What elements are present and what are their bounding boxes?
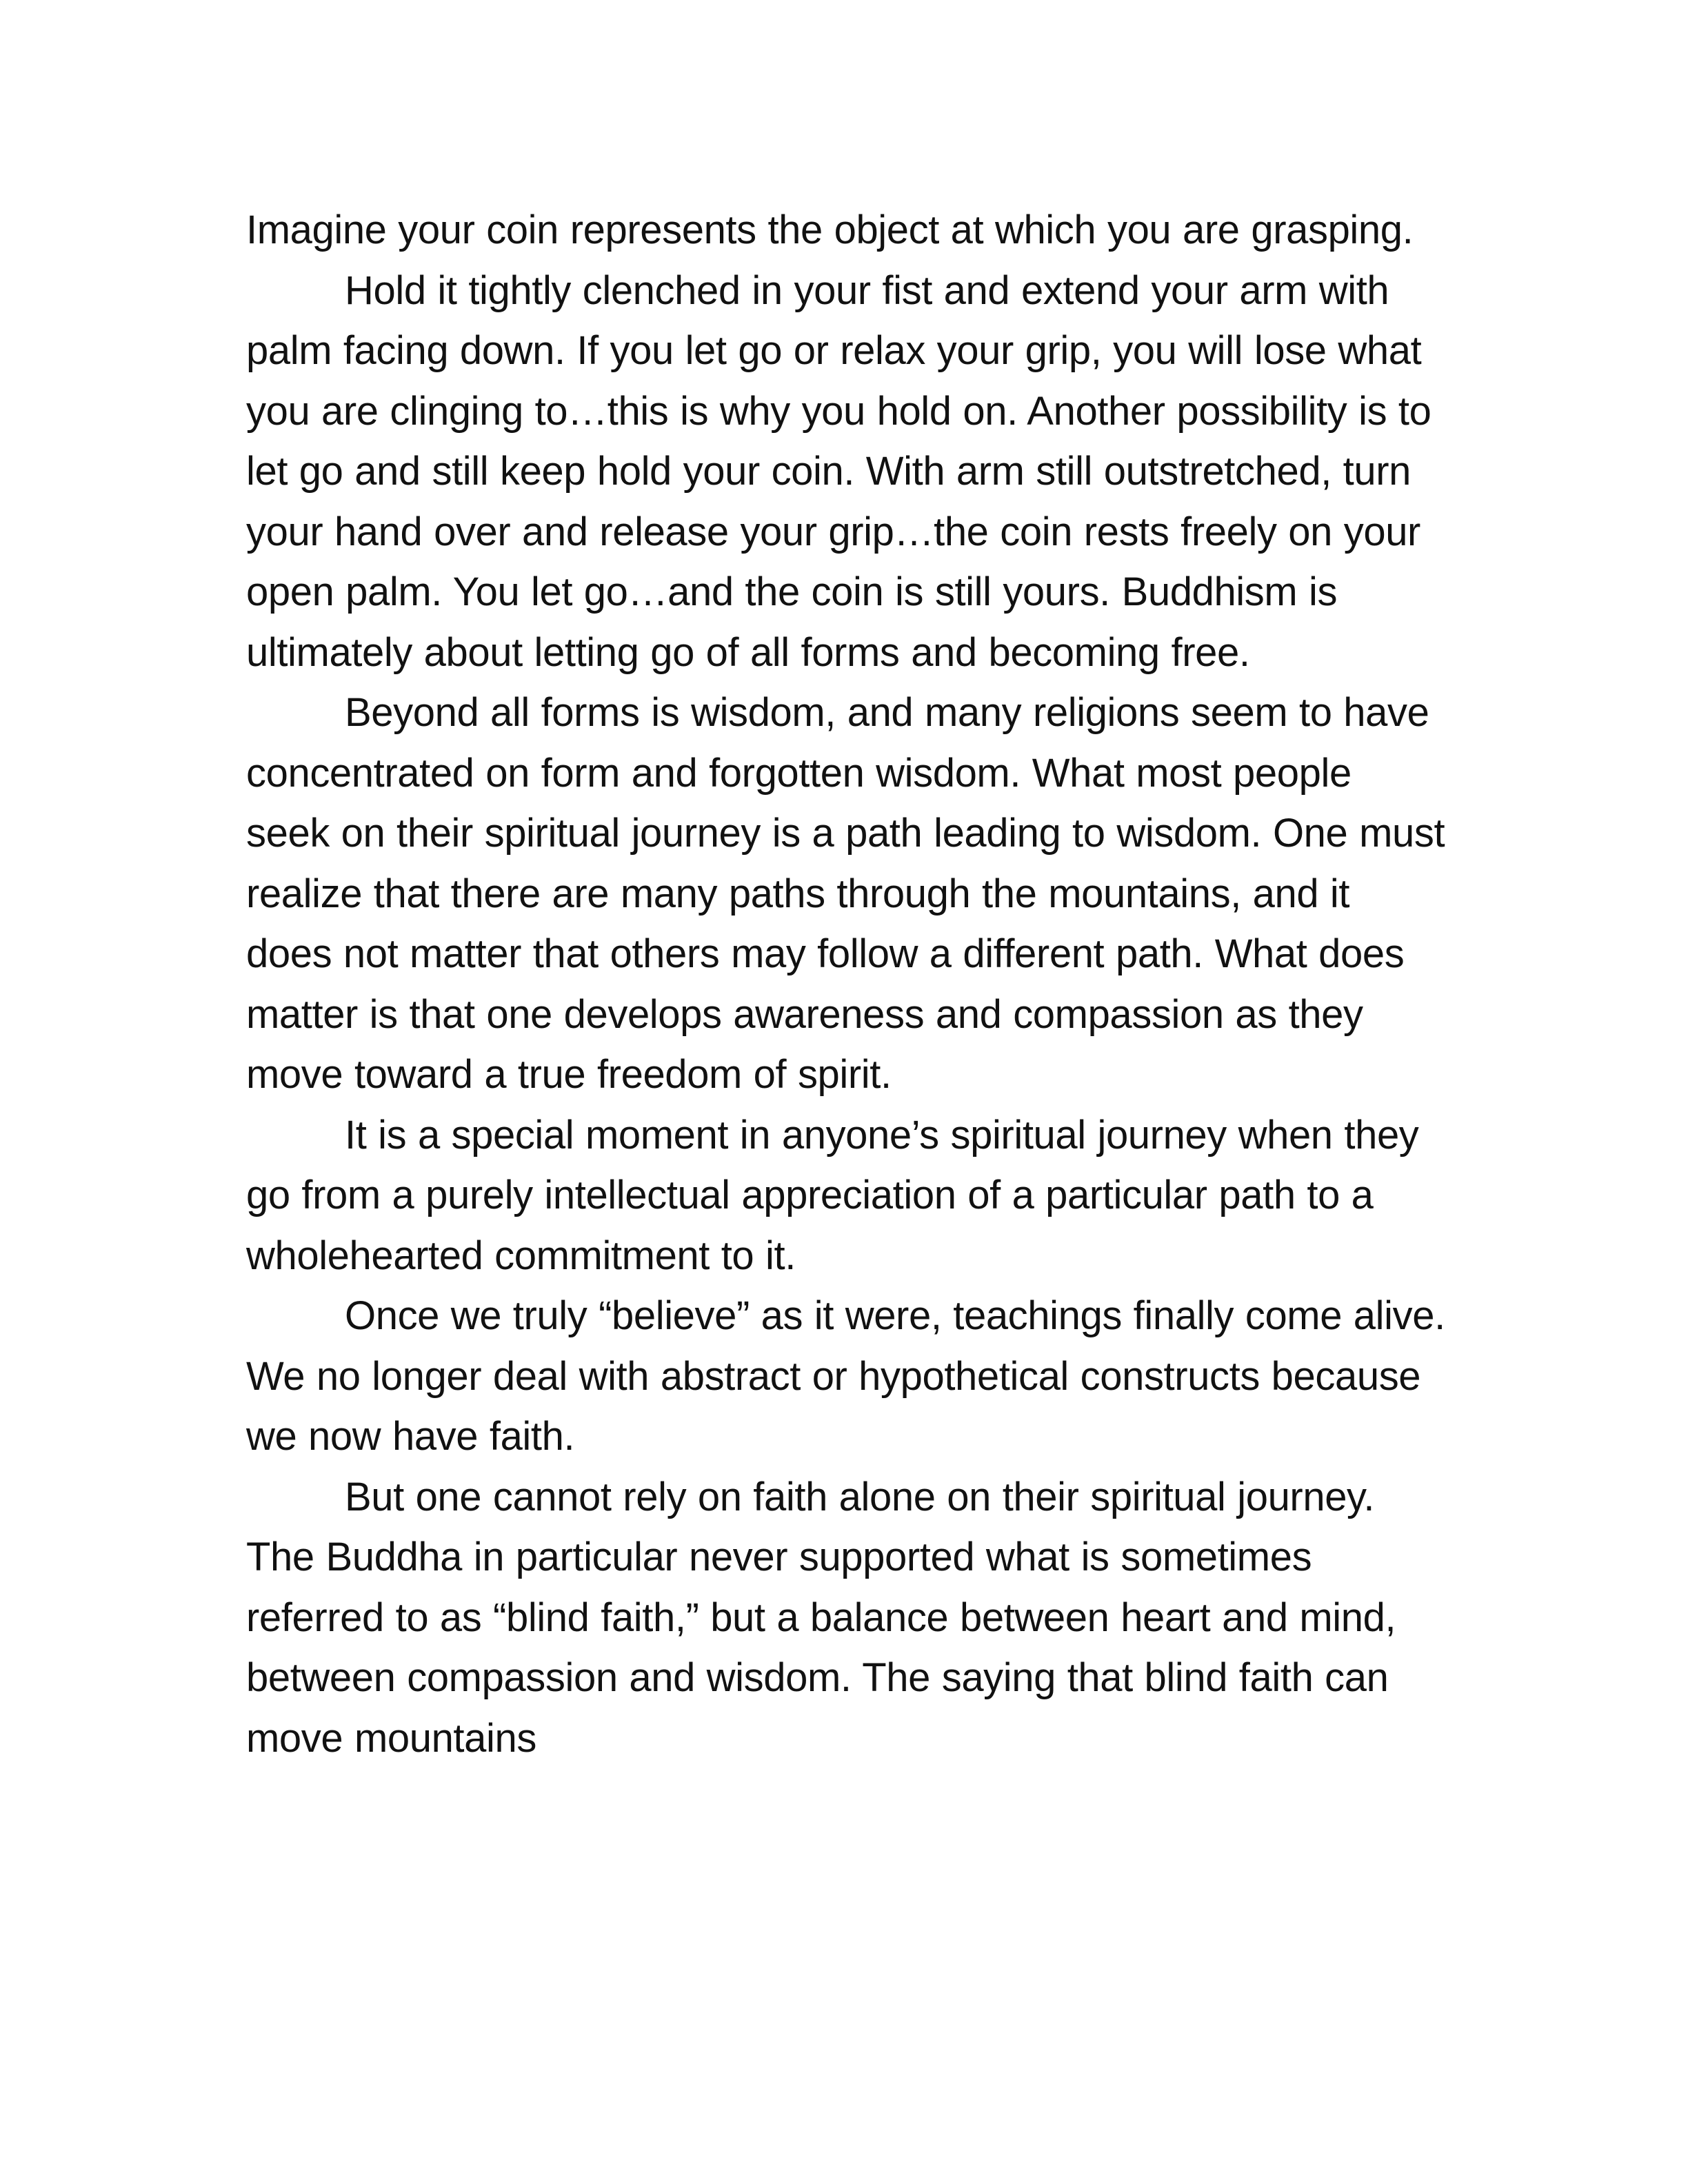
body-text — [246, 200, 1446, 1768]
paragraph-faith-alone: But one cannot rely on faith alone on their spiritual journey. The Buddha in particular never supported what is sometimes referred to as “blind faith,” but a balance between heart and mind, between compassion and wisdom. The saying that blind faith can move mountains — [246, 1474, 1396, 1761]
paragraph-hold-coin: Hold it tightly clenched in your fist and extend your arm with palm facing down. If you let go or relax your grip, you will lose what you are clinging to…this is why you hold on. Another possibility is to let go and still keep hold your coin. With arm still outstretched, turn your hand over and release your grip…the coin rests freely on your open palm. You let go…and the coin is still yours. Buddhism is ultimately about letting go of all forms and becoming free. — [246, 267, 1431, 675]
paragraph-coin-intro: Imagine your coin represents the object at which you are grasping. — [246, 208, 1414, 252]
paragraph-believe: Once we truly “believe” as it were, teachings finally come alive. We no longer deal with abstract or hypothetical constructs because we now have faith. — [246, 1293, 1445, 1459]
paragraph-special-moment: It is a special moment in anyone’s spiritual journey when they go from a purely intellectual appreciation of a particular path to a wholehearted commitment to it. — [246, 1112, 1419, 1278]
paragraph-wisdom: Beyond all forms is wisdom, and many religions seem to have concentrated on form and forgotten wisdom. What most people seek on their spiritual journey is a path leading to wisdom. One must realize that there are many paths through the mountains, and it does not matter that others may follow a different path. What does matter is that one develops awareness and compassion as they move toward a true freedom of spirit. — [246, 690, 1445, 1097]
